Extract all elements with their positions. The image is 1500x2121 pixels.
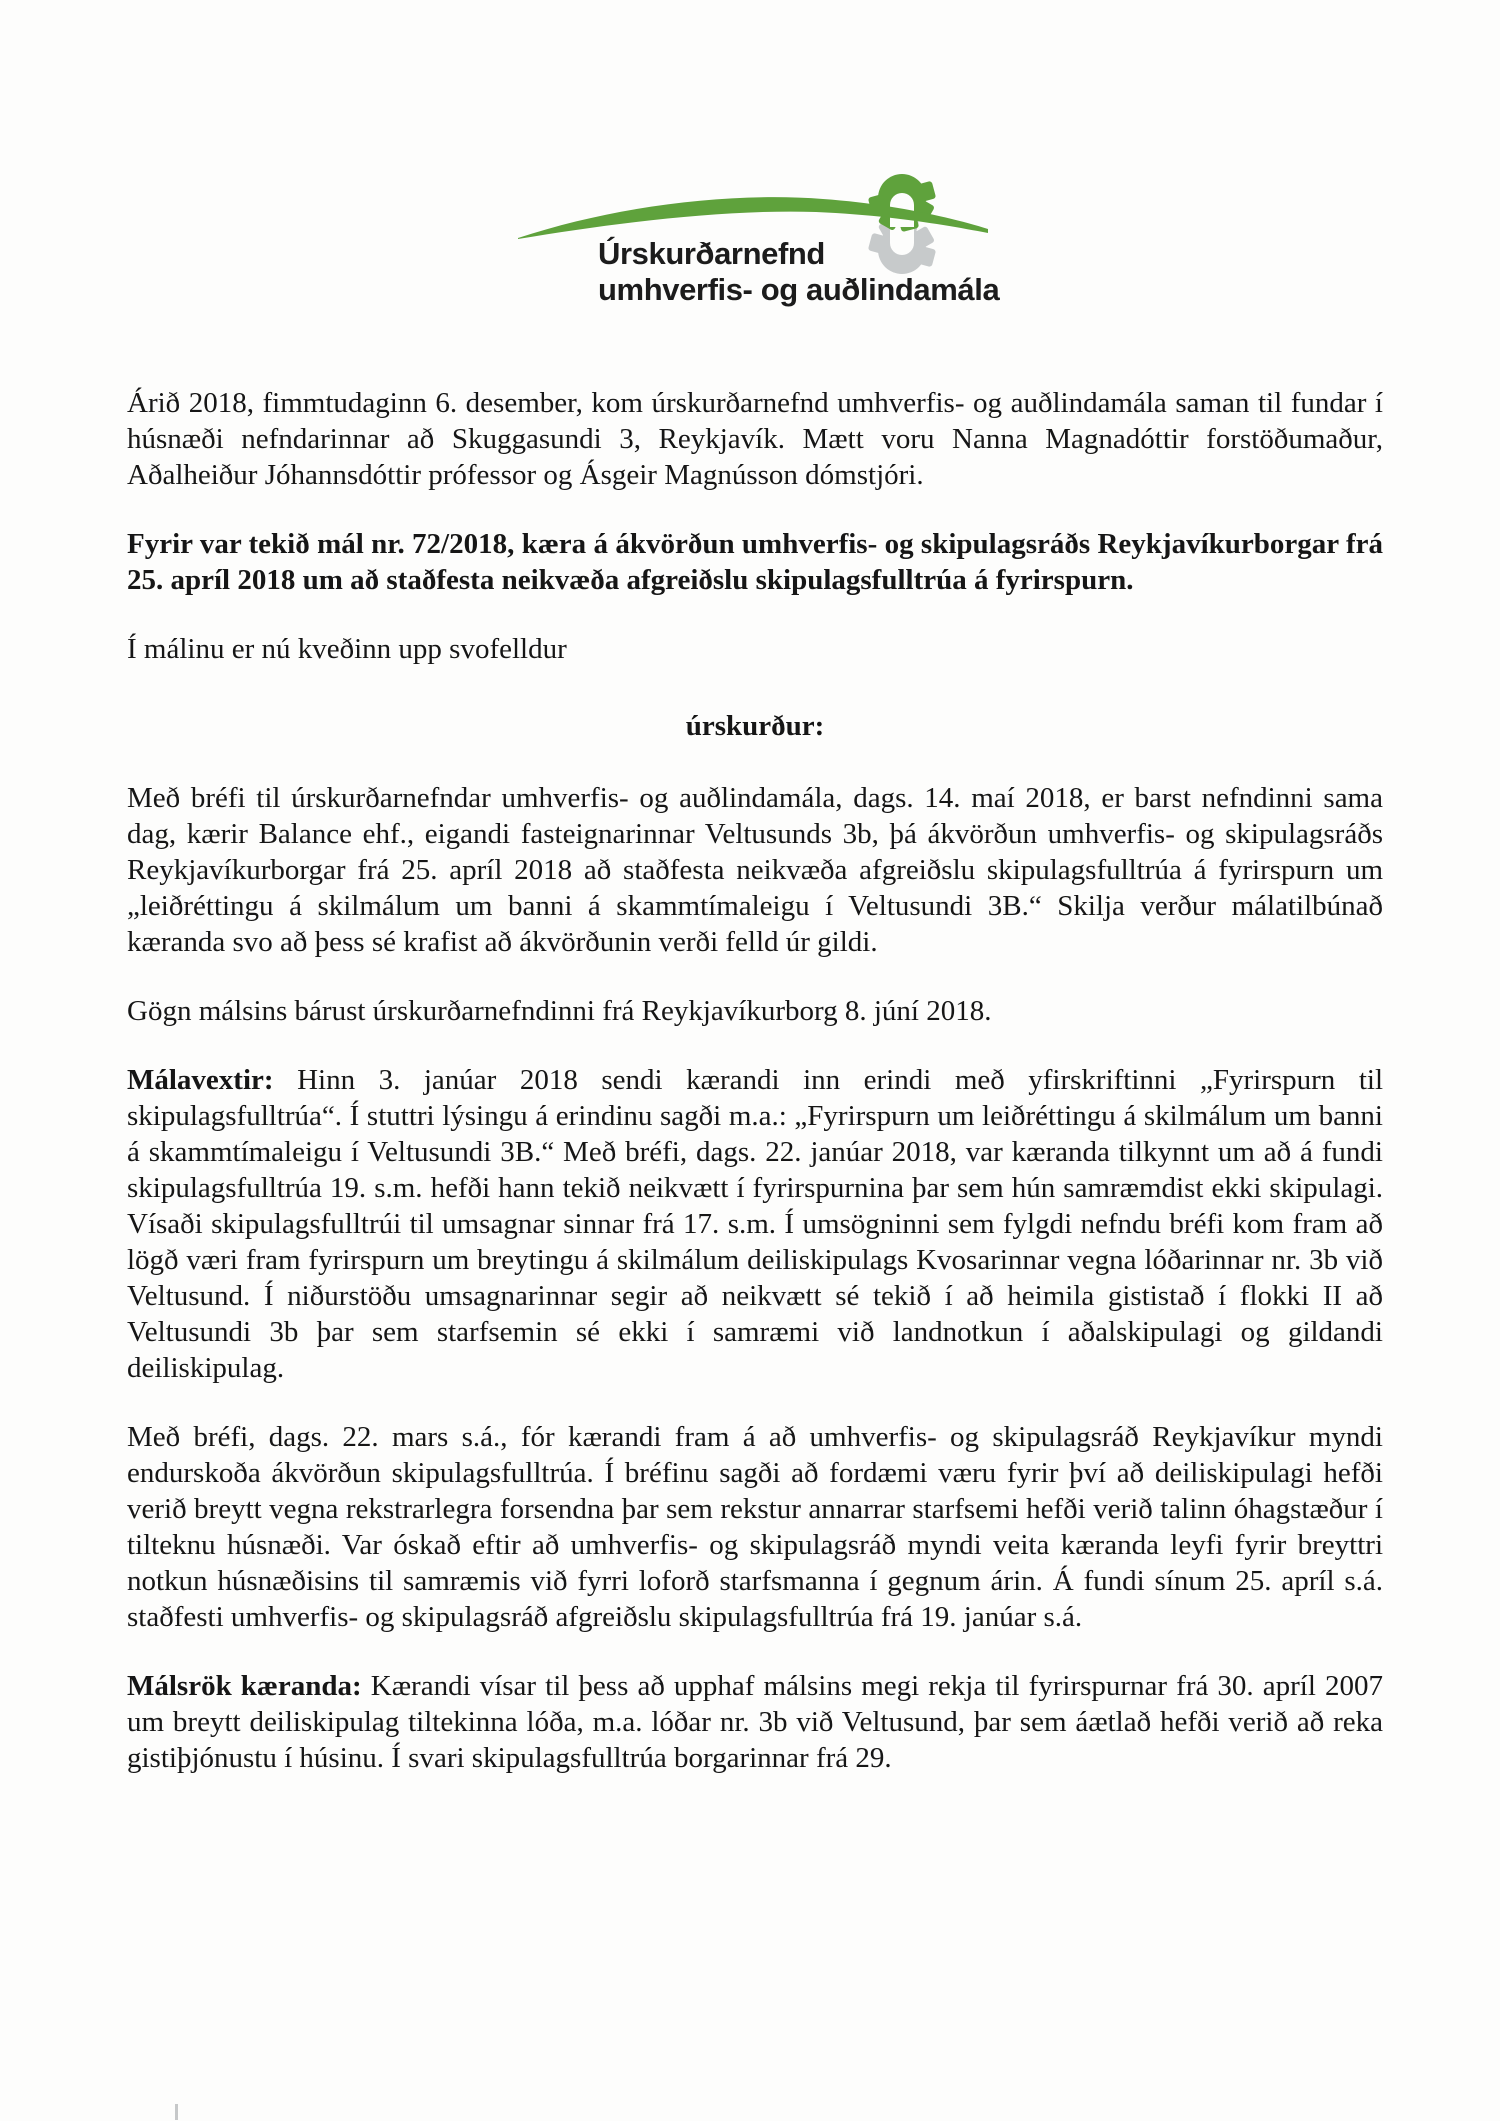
logo-name-line2: umhverfis- og auðlindamála bbox=[598, 272, 1000, 307]
logo-wordmark bbox=[598, 236, 999, 308]
paragraph-session-intro: Árið 2018, fimmtudaginn 6. desember, kom úrskurðarnefnd umhverfis- og auðlindamála saman til fundar í húsnæði nefndarinnar að Skuggasundi 3, Reykjavík. Mætt voru Nanna Magnadóttir forstöðumaður, Aðalheiður Jóhannsdóttir prófessor og Ásgeir Magnússon dómstjóri. bbox=[127, 387, 1383, 491]
paragraph-malsrok-kaeranda bbox=[127, 1668, 1383, 1776]
paragraph-lead-malsrok: Málsrök kæranda: bbox=[127, 1670, 362, 1702]
paragraph-appeal-letter: Með bréfi til úrskurðarnefndar umhverfis- og auðlindamála, dags. 14. maí 2018, er barst nefndinni sama dag, kærir Balance ehf., eigandi fasteignarinnar Veltusunds 3b, þá ákvörðun umhverfis- og skipulagsráðs Reykjavíkurborgar frá 25. apríl 2018 að staðfesta neikvæða afgreiðslu skipulagsfulltrúa á fyrirspurn um „leiðréttingu á skilmálum um banni á skammtímaleigu í Veltusundi 3B.“ Skilja verður málatilbúnað kæranda svo að þess sé krafist að ákvörðunin verði felld úr gildi. bbox=[127, 782, 1383, 958]
document-body bbox=[127, 385, 1383, 1809]
paragraph-verdict-preamble: Í málinu er nú kveðinn upp svofelldur bbox=[127, 633, 567, 665]
paragraph-case-documents: Gögn málsins bárust úrskurðarnefndinni frá Reykjavíkurborg 8. júní 2018. bbox=[127, 995, 992, 1027]
paragraph-lead-malavextir: Málavextir: bbox=[127, 1064, 274, 1096]
logo-name-line1: Úrskurðarnefnd bbox=[598, 236, 825, 271]
scan-artifact bbox=[175, 2104, 178, 2120]
paragraph-malavextir bbox=[127, 1062, 1383, 1386]
paragraph-text-malsrok: Kærandi vísar til þess að upphaf málsins megi rekja til fyrirspurnar frá 30. apríl 2007 um breytt deiliskipulag tiltekinna lóða, m.a. lóðar nr. 3b við Veltusund, þar sem áætlað hefði verið að reka gistiþjónustu í húsinu. Í svari skipulagsfulltrúa borgarinnar frá 29. bbox=[127, 1670, 1383, 1774]
paragraph-text-malavextir: Hinn 3. janúar 2018 sendi kærandi inn erindi með yfirskriftinni „Fyrirspurn til skipulagsfulltrúa“. Í stuttri lýsingu á erindinu sagði m.a.: „Fyrirspurn um leiðréttingu á skilmálum um banni á skammtímaleigu í Veltusundi 3B.“ Með bréfi, dags. 22. janúar 2018, var kæranda tilkynnt um að á fundi skipulagsfulltrúa 19. s.m. hefði hann tekið neikvætt í fyrirspurnina þar sem hún samræmdist ekki skipulagi. Vísaði skipulagsfulltrúi til umsagnar sinnar frá 17. s.m. Í umsögninni sem fylgdi nefndu bréfi kom fram að lögð væri fram fyrirspurn um breytingu á skilmálum deiliskipulags Kvosarinnar vegna lóðarinnar nr. 3b við Veltusund. Í niðurstöðu umsagnarinnar segir að neikvætt sé tekið í að heimila gististað í flokki II að Veltusundi 3b þar sem starfsemin sé ekki í samræmi við landnotkun í aðalskipulagi og gildandi deiliskipulag. bbox=[127, 1064, 1384, 1384]
paragraph-march-letter: Með bréfi, dags. 22. mars s.á., fór kærandi fram á að umhverfis- og skipulagsráð Reykjavíkur myndi endurskoða ákvörðun skipulagsfulltrúa. Í bréfinu sagði að fordæmi væru fyrir því að deiliskipulagi hefði verið breytt vegna rekstrarlegra forsendna þar sem rekstur annarrar starfsemi hefði verið talinn óhagstæður í tilteknu húsnæði. Var óskað eftir að umhverfis- og skipulagsráð myndi veita kæranda leyfi fyrir breyttri notkun húsnæðisins til samræmis við fyrri loforð starfsmanna í gegnum árin. Á fundi sínum 25. apríl s.á. staðfesti umhverfis- og skipulagsráð afgreiðslu skipulagsfulltrúa frá 19. janúar s.á. bbox=[127, 1421, 1383, 1633]
paragraph-case-number: Fyrir var tekið mál nr. 72/2018, kæra á ákvörðun umhverfis- og skipulagsráðs Reykjavíkurborgar frá 25. apríl 2018 um að staðfesta neikvæða afgreiðslu skipulagsfulltrúa á fyrirspurn. bbox=[127, 528, 1383, 596]
heading-urskurdur: úrskurður: bbox=[685, 710, 825, 742]
gear-icon bbox=[868, 174, 936, 232]
